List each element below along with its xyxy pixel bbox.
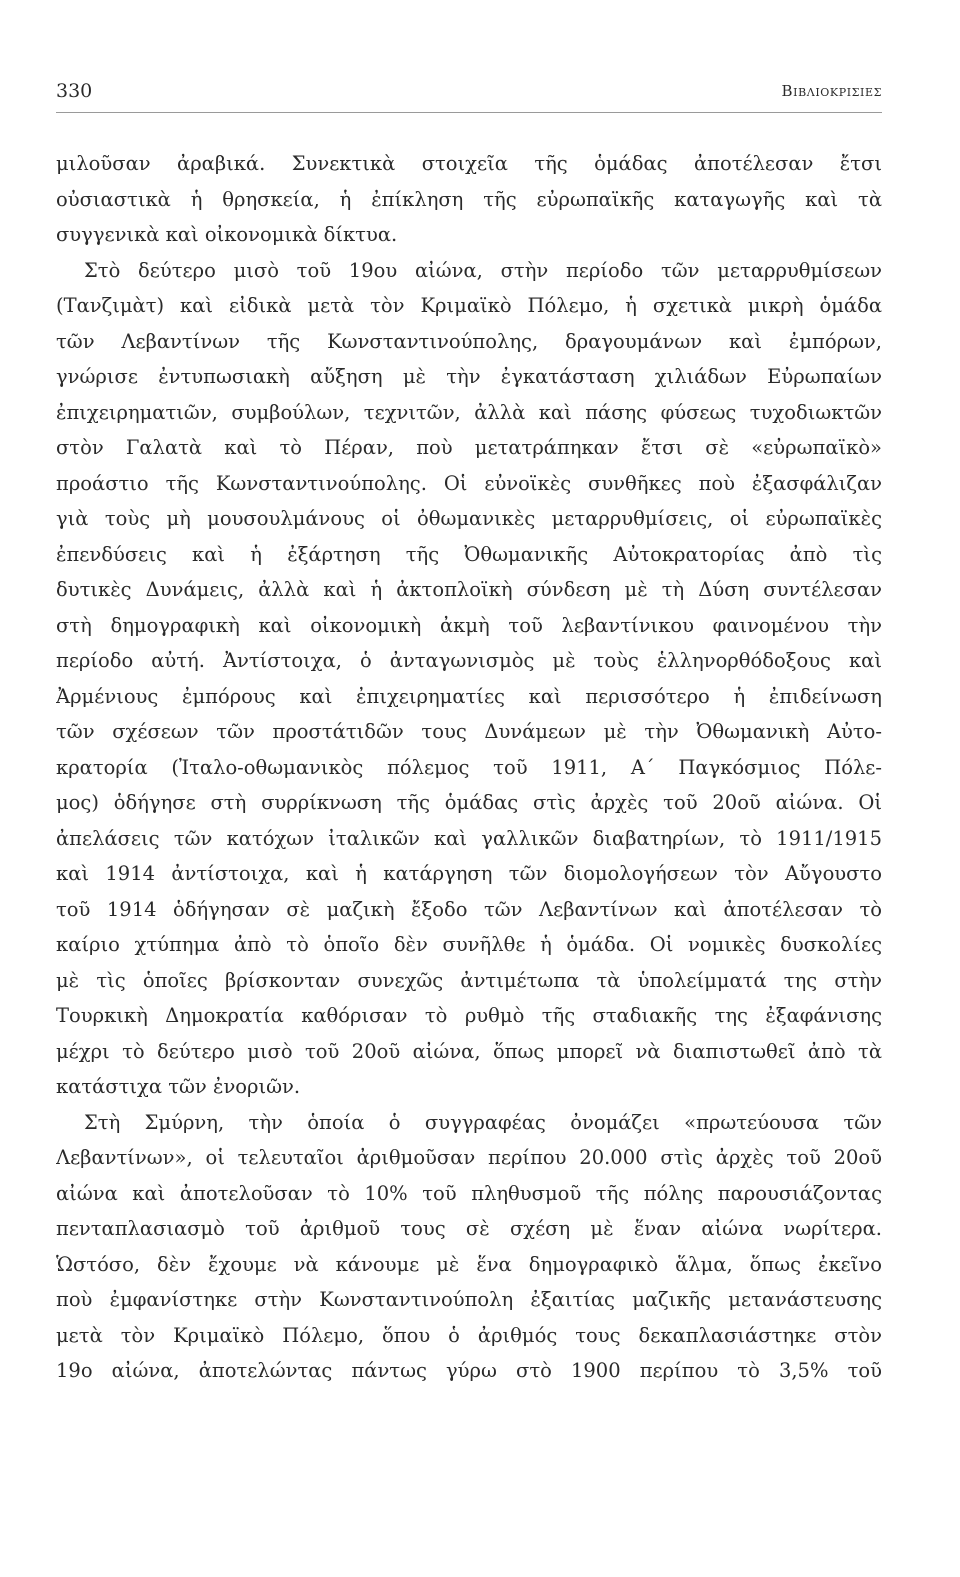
text-line: κρατορία (Ἰταλο-οθωμανικὸς πόλεμος τοῦ 1911, Α΄ Παγκόσμιος Πόλε- (56, 755, 882, 779)
text-line: γνώρισε ἐντυπωσιακὴ αὔξηση μὲ τὴν ἐγκατάσταση χιλιάδων Εὐρωπαίων (56, 365, 882, 388)
header-rule (56, 112, 882, 113)
text-line: Τουρκικὴ Δημοκρατία καθόρισαν τὸ ρυθμὸ τῆς σταδιακῆς της ἐξαφάνισης (56, 1004, 882, 1027)
text-line: μος) ὁδήγησε στὴ συρρίκνωση τῆς ὁμάδας στὶς ἀρχὲς τοῦ 20οῦ αἰώνα. Οἱ (56, 791, 882, 814)
text-line: τοῦ 1914 ὁδήγησαν σὲ μαζικὴ ἔξοδο τῶν Λεβαντίνων καὶ ἀποτέλεσαν τὸ (56, 897, 882, 921)
text-line: ἐπιχειρηματιῶν, συμβούλων, τεχνιτῶν, ἀλλὰ καὶ πάσης φύσεως τυχοδιωκτῶν (56, 400, 882, 424)
text-line: ποὺ ἐμφανίστηκε στὴν Κωνσταντινούπολη ἐξαιτίας μαζικῆς μετανάστευσης (56, 1288, 882, 1311)
running-head: Βιβλιοκρισιες (781, 82, 882, 100)
text-line: συγγενικὰ καὶ οἰκονομικὰ δίκτυα. (56, 223, 398, 246)
text-line: ἀπελάσεις τῶν κατόχων ἰταλικῶν καὶ γαλλικῶν διαβατηρίων, τὸ 1911/1915 (56, 826, 882, 850)
text-line: μιλοῦσαν ἀραβικά. Συνεκτικὰ στοιχεῖα τῆς ὁμάδας ἀποτέλεσαν ἔτσι (56, 152, 882, 175)
text-line: πενταπλασιασμὸ τοῦ ἀριθμοῦ τους σὲ σχέση μὲ ἕναν αἰώνα νωρίτερα. (56, 1217, 882, 1240)
text-line: 19ο αἰώνα, ἀποτελώντας πάντως γύρω στὸ 1900 περίπου τὸ 3,5% τοῦ (56, 1359, 882, 1382)
text-line: γιὰ τοὺς μὴ μουσουλμάνους οἱ ὀθωμανικὲς μεταρρυθμίσεις, οἱ εὐρωπαϊκὲς (56, 507, 882, 530)
text-line: μετὰ τὸν Κριμαϊκὸ Πόλεμο, ὅπου ὁ ἀριθμός τους δεκαπλασιάστηκε στὸν (56, 1323, 882, 1347)
text-line: δυτικὲς Δυνάμεις, ἀλλὰ καὶ ἡ ἀκτοπλοϊκὴ σύνδεση μὲ τὴ Δύση συντέλεσαν (56, 578, 882, 601)
text-line: μέχρι τὸ δεύτερο μισὸ τοῦ 20οῦ αἰώνα, ὅπως μπορεῖ νὰ διαπιστωθεῖ ἀπὸ τὰ (56, 1039, 882, 1063)
text-line: μὲ τὶς ὁποῖες βρίσκονταν συνεχῶς ἀντιμέτωπα τὰ ὑπολείμματά της στὴν (56, 968, 882, 992)
text-line: στὸν Γαλατὰ καὶ τὸ Πέραν, ποὺ μετατράπηκαν ἔτσι σὲ «εὐρωπαϊκὸ» (56, 436, 882, 459)
text-line: ἐπενδύσεις καὶ ἡ ἐξάρτηση τῆς Ὀθωμανικῆς Αὐτοκρατορίας ἀπὸ τὶς (56, 542, 882, 566)
text-line: τῶν Λεβαντίνων τῆς Κωνσταντινούπολης, δραγουμάνων καὶ ἐμπόρων, (56, 329, 882, 353)
text-line: προάστιο τῆς Κωνσταντινούπολης. Οἱ εὐνοϊκὲς συνθῆκες ποὺ ἐξασφάλιζαν (56, 471, 882, 495)
text-line: Ὡστόσο, δὲν ἔχουμε νὰ κάνουμε μὲ ἕνα δημογραφικὸ ἅλμα, ὅπως ἐκεῖνο (56, 1252, 882, 1276)
text-line: Λεβαντίνων», οἱ τελευταῖοι ἀριθμοῦσαν περίπου 20.000 στὶς ἀρχὲς τοῦ 20οῦ (56, 1146, 882, 1169)
text-line: (Τανζιμὰτ) καὶ εἰδικὰ μετὰ τὸν Κριμαϊκὸ Πόλεμο, ἡ σχετικὰ μικρὴ ὁμάδα (56, 294, 882, 317)
text-line: καὶ 1914 ἀντίστοιχα, καὶ ἡ κατάργηση τῶν διομολογήσεων τὸν Αὔγουστο (56, 862, 882, 885)
text-line: καίριο χτύπημα ἀπὸ τὸ ὁποῖο δὲν συνῆλθε ἡ ὁμάδα. Οἱ νομικὲς δυσκολίες (56, 933, 882, 956)
text-line: τῶν σχέσεων τῶν προστάτιδῶν τους Δυνάμεων μὲ τὴν Ὀθωμανικὴ Αὐτο- (56, 720, 882, 743)
text-line: περίοδο αὐτή. Ἀντίστοιχα, ὁ ἀνταγωνισμὸς μὲ τοὺς ἑλληνορθόδοξους καὶ (56, 649, 882, 672)
text-line: Ἀρμένιους ἐμπόρους καὶ ἐπιχειρηματίες καὶ περισσότερο ἡ ἐπιδείνωση (56, 684, 882, 708)
body-text (56, 146, 882, 1389)
text-line: Στὴ Σμύρνη, τὴν ὁποία ὁ συγγραφέας ὀνομάζει «πρωτεύουσα τῶν (84, 1110, 882, 1134)
text-line: οὐσιαστικὰ ἡ θρησκεία, ἡ ἐπίκληση τῆς εὐρωπαϊκῆς καταγωγῆς καὶ τὰ (56, 187, 882, 211)
page-number: 330 (56, 80, 93, 102)
page-header (56, 76, 882, 106)
text-line: αἰώνα καὶ ἀποτελοῦσαν τὸ 10% τοῦ πληθυσμοῦ τῆς πόλης παρουσιάζοντας (56, 1181, 882, 1205)
text-line: Στὸ δεύτερο μισὸ τοῦ 19ου αἰώνα, στὴν περίοδο τῶν μεταρρυθμίσεων (84, 258, 882, 282)
text-line: κατάστιχα τῶν ἐνοριῶν. (56, 1075, 301, 1098)
text-line: στὴ δημογραφικὴ καὶ οἰκονομικὴ ἀκμὴ τοῦ λεβαντίνικου φαινομένου τὴν (56, 613, 882, 637)
